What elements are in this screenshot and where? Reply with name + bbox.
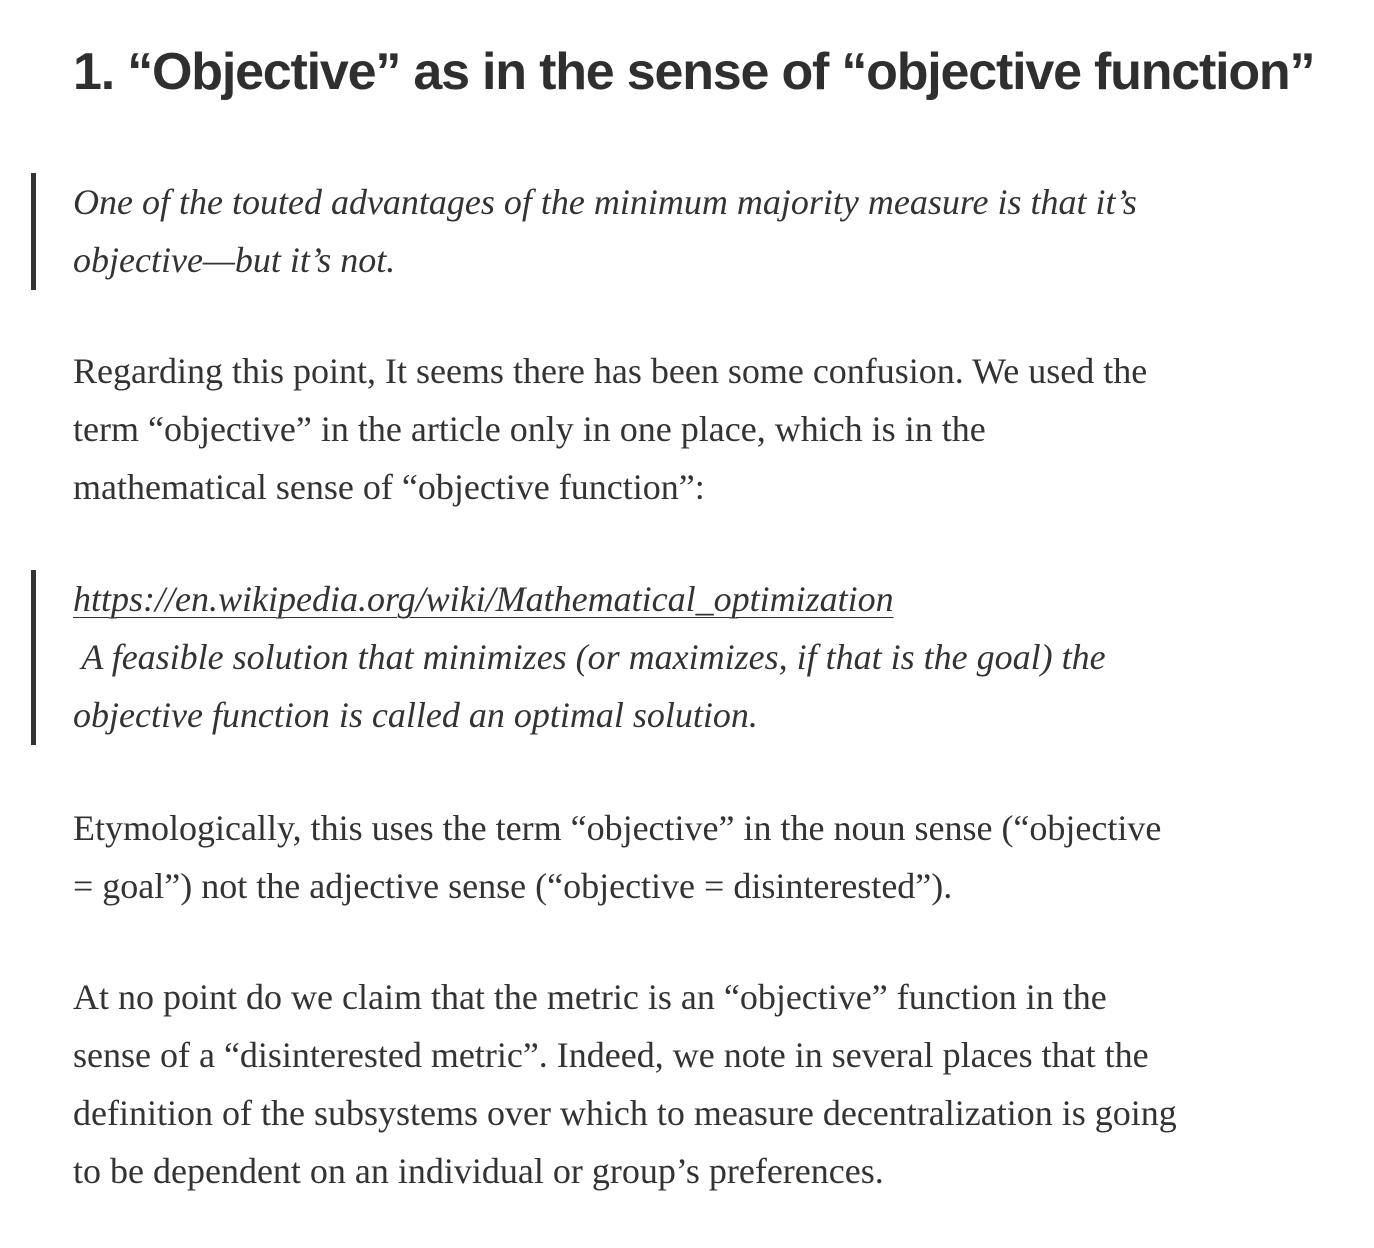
paragraph-line: Etymologically, this uses the term “objective” in the noun sense (“objective (73, 808, 1162, 848)
paragraph-line: to be dependent on an individual or group’s preferences. (73, 1151, 884, 1191)
paragraph-line: sense of a “disinterested metric”. Indeed, we note in several places that the (73, 1035, 1149, 1075)
paragraph-line: Regarding this point, It seems there has been some confusion. We used the (73, 351, 1148, 391)
paragraph-line: mathematical sense of “objective function”: (73, 467, 705, 507)
quote-line: objective—but it’s not. (73, 240, 396, 280)
wikipedia-link[interactable]: https://en.wikipedia.org/wiki/Mathematical_optimization (73, 579, 894, 619)
quote-line: objective function is called an optimal solution. (73, 695, 758, 735)
section-heading: 1. “Objective” as in the sense of “objective function” (73, 43, 1315, 101)
wikipedia-quote (73, 570, 1106, 744)
paragraph-line: At no point do we claim that the metric is an “objective” function in the (73, 977, 1107, 1017)
pull-quote (73, 173, 1137, 289)
paragraph-confusion (73, 342, 1147, 516)
paragraph-line: definition of the subsystems over which to measure decentralization is going (73, 1093, 1177, 1133)
quote-bar (31, 173, 36, 290)
paragraph-line: term “objective” in the article only in one place, which is in the (73, 409, 986, 449)
quote-line: A feasible solution that minimizes (or maximizes, if that is the goal) the (73, 637, 1106, 677)
paragraph-metric (73, 968, 1177, 1200)
quote-line: One of the touted advantages of the minimum majority measure is that it’s (73, 182, 1137, 222)
paragraph-line: = goal”) not the adjective sense (“objective = disinterested”). (73, 866, 953, 906)
paragraph-etymology (73, 799, 1161, 915)
quote-bar (31, 570, 36, 745)
